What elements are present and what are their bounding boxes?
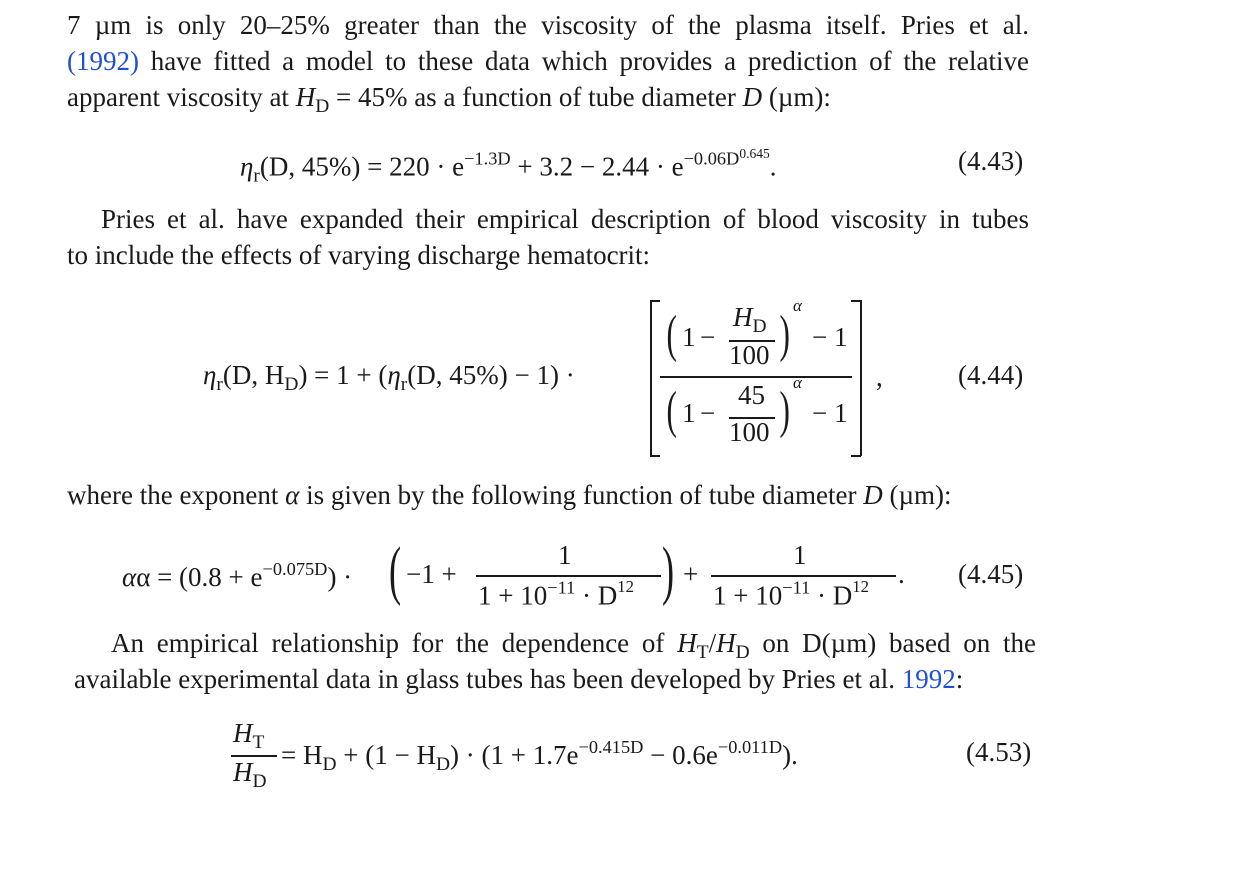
left-bracket-top [650, 300, 660, 302]
paragraph-line-1: 7 µm is only 20–25% greater than the viscosity of the plasma itself. Pries et al. [67, 10, 1029, 40]
numerator-HD: $H_D$ [733, 302, 767, 337]
right-bracket-top [851, 300, 861, 302]
numerator-minus-one: − 1 [812, 322, 848, 352]
citation-link-1992[interactable]: (1992) [67, 46, 139, 76]
paragraph4-line-2: available experimental data in glass tubes has been developed by Pries et al. 1992: [74, 664, 964, 694]
main-fraction-bar [660, 376, 852, 378]
denominator-minus-one: − 1 [812, 398, 848, 428]
left-bracket-bottom [650, 455, 660, 457]
eq445-frac1-num: 1 [558, 540, 572, 570]
eq445-plus: + [683, 559, 699, 589]
eq445-end: . [898, 559, 905, 589]
paragraph2-line-2: to include the effects of varying discharge hematocrit: [67, 240, 651, 270]
eq445-frac2-num: 1 [793, 540, 807, 570]
eq453-frac-num: $H_T$ [233, 718, 265, 753]
equation-number-4-43: (4.43) [958, 146, 1024, 176]
denominator-minus: − [700, 398, 716, 428]
eq453-rhs: = $H_D + (1 - H_D) \cdot (1 + 1.7e^{-0.415D} - 0.6e^{-0.011D})$. [281, 737, 798, 775]
numerator-minus: − [700, 322, 716, 352]
denominator-one: 1 [682, 398, 696, 428]
equation-number-4-53: (4.53) [966, 737, 1032, 767]
equation-4-44-lhs: $\eta_r(D$, $H_D) = 1 + (\eta_r(D$, 45%) − 1) · [203, 360, 575, 395]
denominator-alpha: α [793, 373, 802, 392]
denominator-45: 45 [738, 380, 765, 410]
paragraph2-line-1: Pries et al. have expanded their empirical description of blood viscosity in tubes [101, 204, 1029, 234]
eq445-big-paren-left: ( [388, 534, 402, 607]
denominator-100: 100 [729, 417, 770, 447]
paragraph3-line: where the exponent α is given by the following function of tube diameter D (µm): [67, 480, 952, 510]
eq445-minus-one-plus: −1 + [406, 559, 457, 589]
equation-number-4-45: (4.45) [958, 559, 1024, 589]
equation-4-44-comma: , [876, 362, 883, 392]
eq453-frac-den: $H_D$ [233, 757, 267, 792]
equation-4-43: $\eta_r(D$, $45\%) = 220 \cdot e^{-1.3D} + 3.2 - 2.44 \cdot e^{-0.06D0.645}$. [240, 146, 777, 187]
numerator-alpha: α [793, 296, 802, 315]
eq445-big-paren-right: ) [661, 534, 675, 607]
right-bracket-bottom [851, 455, 861, 457]
denominator-paren-left: ( [666, 382, 677, 439]
left-bracket [650, 300, 652, 456]
eq445-frac1-den: $1 + 10^{-11} \cdot D^{12}$ [478, 577, 635, 611]
numerator-100: 100 [729, 340, 770, 370]
numerator-paren-left: ( [666, 306, 677, 363]
equation-number-4-44: (4.44) [958, 360, 1024, 390]
eq445-lhs: $\alpha\alpha = (0.8 + e^{-0.075D})$ · [122, 559, 353, 593]
denominator-paren-right: ) [779, 382, 790, 439]
numerator-one: 1 [682, 322, 696, 352]
right-bracket [860, 300, 862, 456]
eq445-frac2-den: $1 + 10^{-11} \cdot D^{12}$ [713, 577, 870, 611]
paragraph4-line-1: An empirical relationship for the dependence of $H_T/H_D$ on D(µm) based on the [111, 628, 1036, 663]
paragraph-line-2: (1992) have fitted a model to these data which provides a prediction of the relative [67, 46, 1029, 76]
paragraph-line-3: apparent viscosity at $H_D = 45\%$ as a function of tube diameter D (µm): [67, 82, 831, 117]
citation-link-1992b[interactable]: 1992 [901, 664, 956, 694]
numerator-paren-right: ) [779, 306, 790, 363]
